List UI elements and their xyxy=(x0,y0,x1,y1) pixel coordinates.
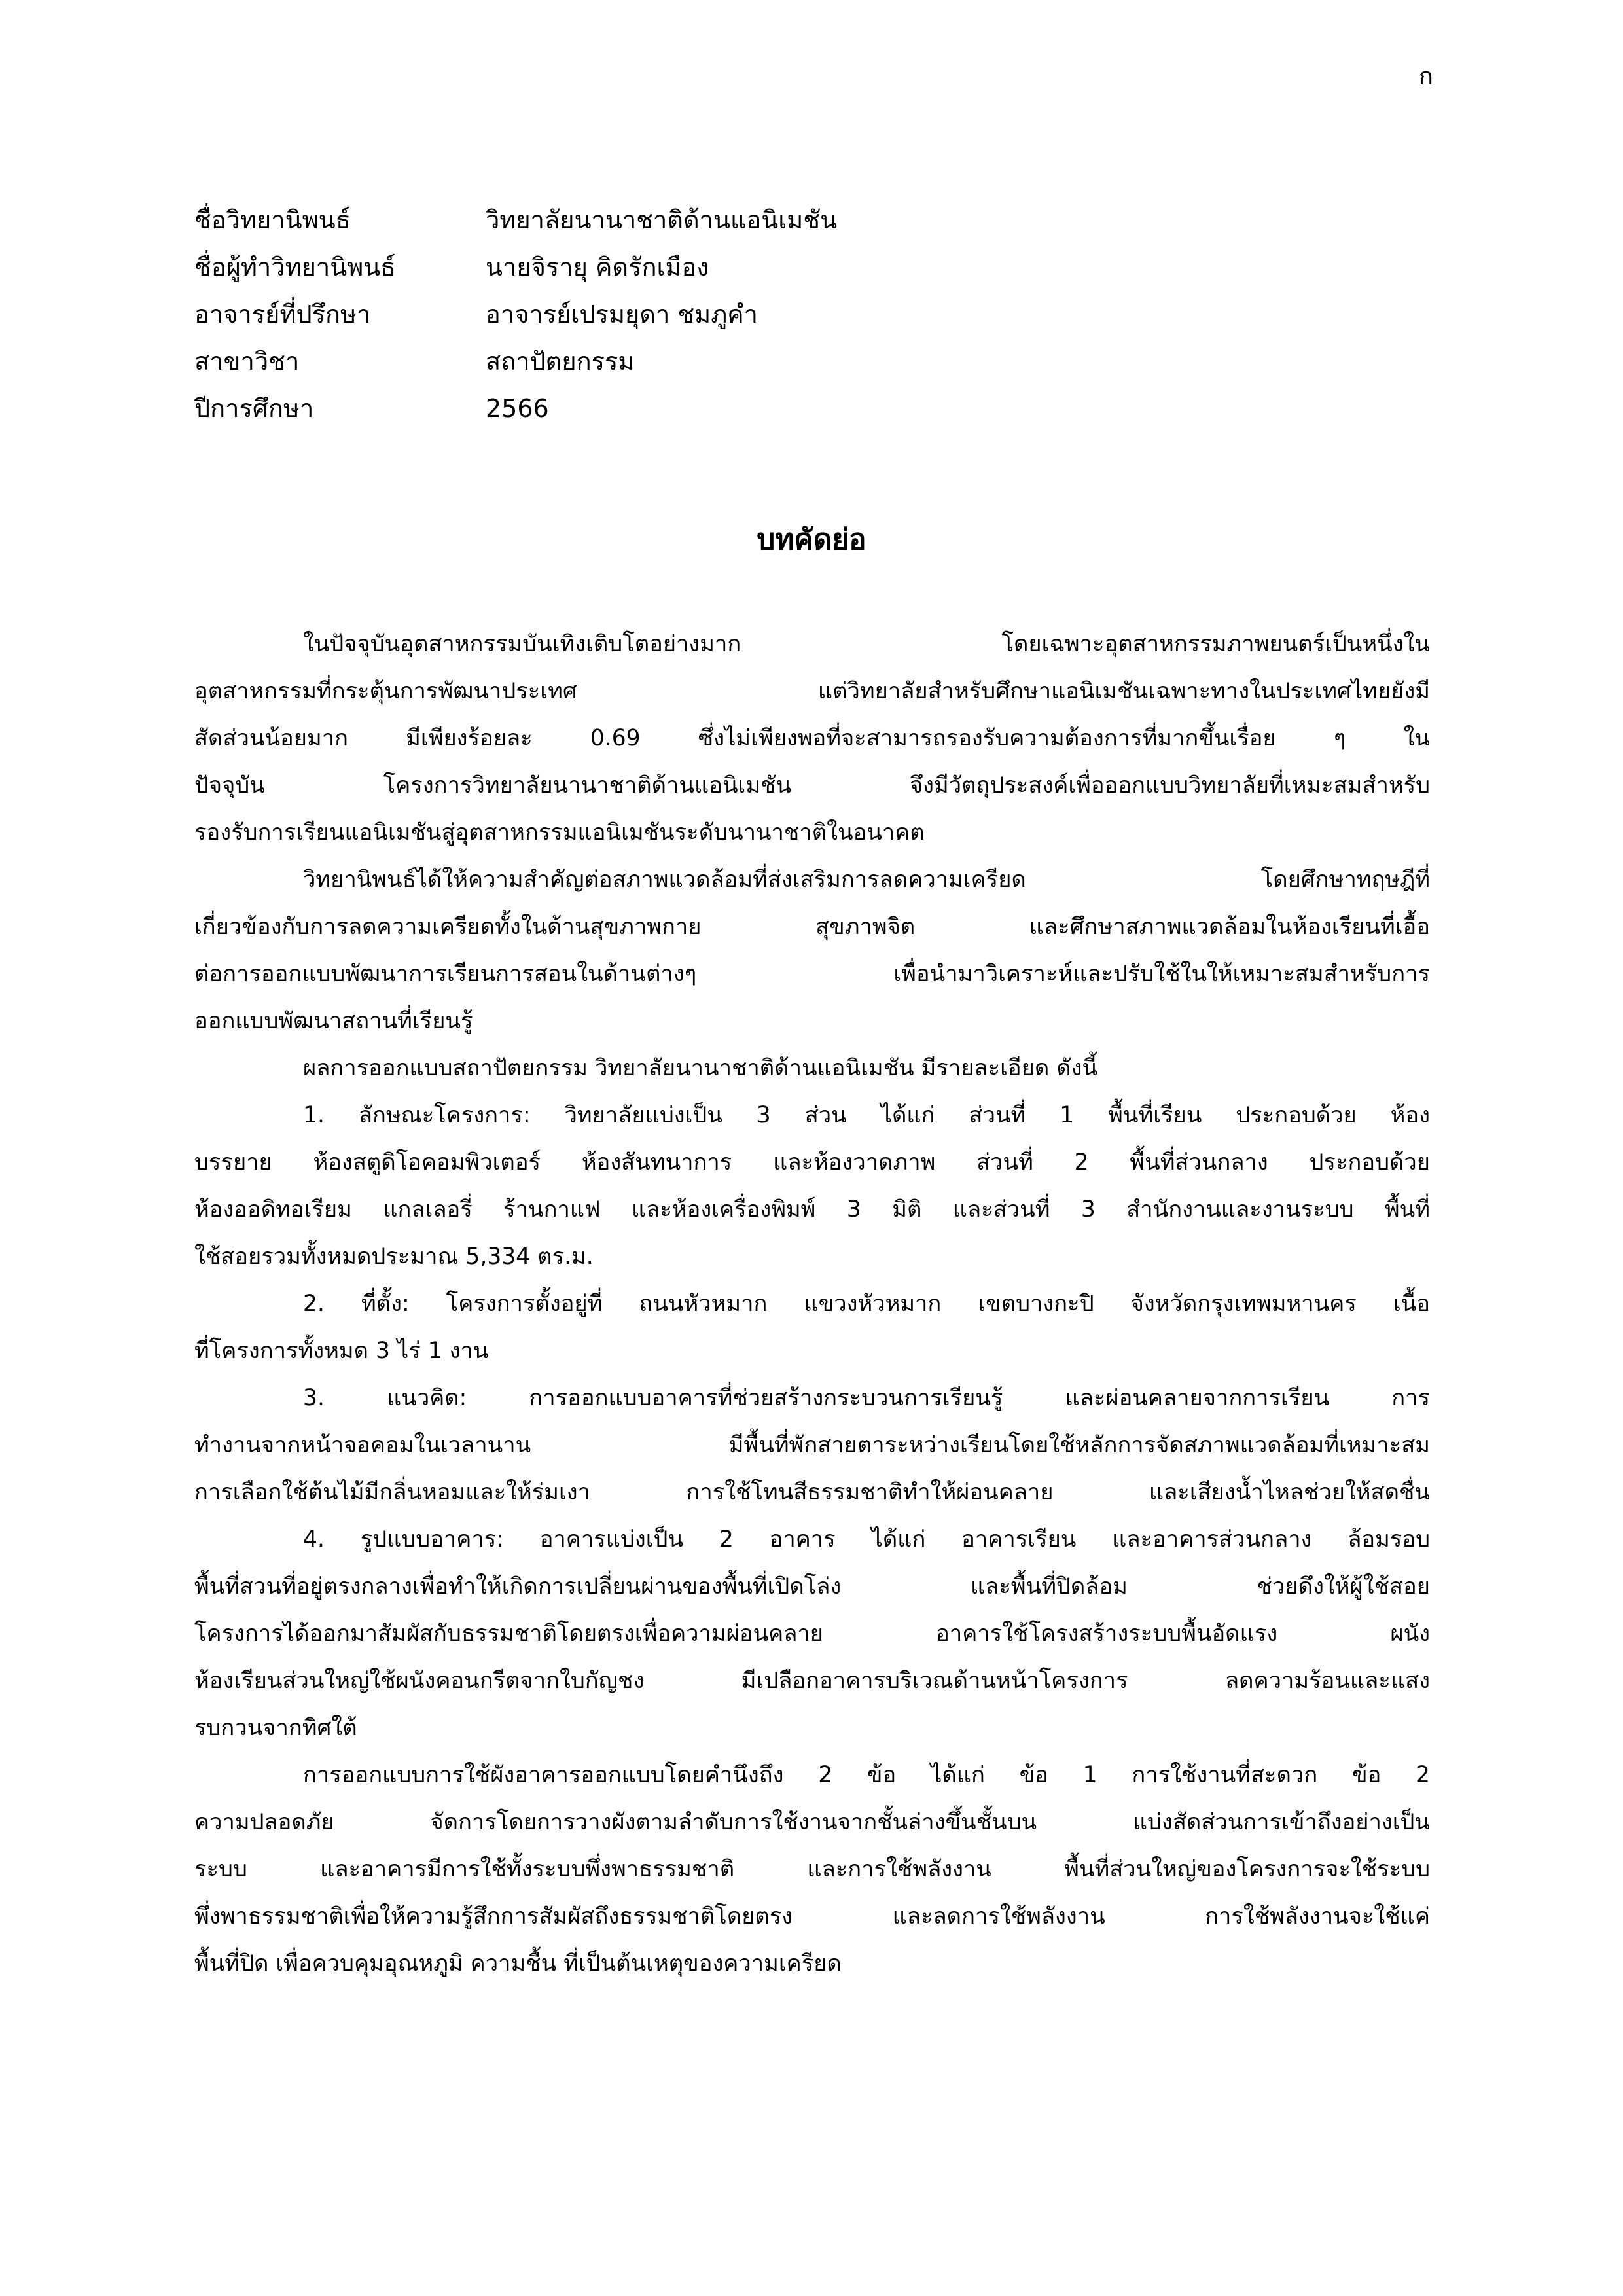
abstract-line: อุตสาหกรรมที่กระตุ้นการพัฒนาประเทศ แต่วิทยาลัยสำหรับศึกษาแอนิเมชันเฉพาะทางในประเทศไทยยังมี xyxy=(194,678,1430,704)
list-item-line: ใช้สอยรวมทั้งหมดประมาณ 5,334 ตร.ม. xyxy=(194,1244,594,1270)
list-item-line: โครงการได้ออกมาสัมผัสกับธรรมชาติโดยตรงเพื่อความผ่อนคลาย อาคารใช้โครงสร้างระบบพื้นอัดแรง ผนัง xyxy=(194,1621,1430,1647)
abstract-line: ออกแบบพัฒนาสถานที่เรียนรู้ xyxy=(194,1008,473,1034)
academic-year-label: ปีการศึกษา xyxy=(194,394,314,423)
advisor-value: อาจารย์เปรมยุดา ชมภูคำ xyxy=(486,300,758,329)
abstract-line: วิทยานิพนธ์ได้ให้ความสำคัญต่อสภาพแวดล้อมที่ส่งเสริมการลดความเครียด โดยศึกษาทฤษฎีที่ xyxy=(303,867,1430,893)
academic-year-value: 2566 xyxy=(486,394,549,423)
list-item-line: ห้องเรียนส่วนใหญ่ใช้ผนังคอนกรีตจากใบกัญชง มีเปลือกอาคารบริเวณด้านหน้าโครงการ ลดความร้อนและแสง xyxy=(194,1668,1430,1694)
thesis-title-value: วิทยาลัยนานาชาติด้านแอนิเมชัน xyxy=(486,206,838,234)
list-item-line: พื้นที่สวนที่อยู่ตรงกลางเพื่อทำให้เกิดการเปลี่ยนผ่านของพื้นที่เปิดโล่ง และพื้นที่ปิดล้อม ช่วยดึงให้ผู้ใช้สอย xyxy=(194,1573,1430,1600)
major-value: สถาปัตยกรรม xyxy=(486,347,635,376)
thesis-title-label: ชื่อวิทยานิพนธ์ xyxy=(194,206,351,234)
abstract-line: ในปัจจุบันอุตสาหกรรมบันเทิงเติบโตอย่างมาก โดยเฉพาะอุตสาหกรรมภาพยนตร์เป็นหนึ่งใน xyxy=(303,631,1430,657)
abstract-line: สัดส่วนน้อยมาก มีเพียงร้อยละ 0.69 ซึ่งไม่เพียงพอที่จะสามารถรองรับความต้องการที่มากขึ้นเรื่อย ๆ ใน xyxy=(194,725,1430,751)
major-row xyxy=(194,338,1372,385)
abstract-line: พื้นที่ปิด เพื่อควบคุมอุณหภูมิ ความชื้น ที่เป็นต้นเหตุของความเครียด xyxy=(194,1950,842,1977)
abstract-heading: บทคัดย่อ xyxy=(757,523,866,556)
abstract-line: เกี่ยวข้องกับการลดความเครียดทั้งในด้านสุขภาพกาย สุขภาพจิต และศึกษาสภาพแวดล้อมในห้องเรียนที่เอื้อ xyxy=(194,914,1430,940)
list-item-line: 1. ลักษณะโครงการ: วิทยาลัยแบ่งเป็น 3 ส่วน ได้แก่ ส่วนที่ 1 พื้นที่เรียน ประกอบด้วย ห้อง xyxy=(303,1102,1430,1128)
abstract-line: ปัจจุบัน โครงการวิทยาลัยนานาชาติด้านแอนิเมชัน จึงมีวัตถุประสงค์เพื่อออกแบบวิทยาลัยที่เหมะสมสำหรับ xyxy=(194,772,1430,798)
abstract-line: ต่อการออกแบบพัฒนาการเรียนการสอนในด้านต่างๆ เพื่อนำมาวิเคราะห์และปรับใช้ในให้เหมาะสมสำหรับการ xyxy=(194,961,1430,987)
author-value: นายจิรายุ คิดรักเมือง xyxy=(486,253,709,281)
author-row xyxy=(194,243,1372,291)
advisor-label: อาจารย์ที่ปรึกษา xyxy=(194,300,371,329)
author-label: ชื่อผู้ทำวิทยานิพนธ์ xyxy=(194,253,396,281)
list-item-line: ทำงานจากหน้าจอคอมในเวลานาน มีพื้นที่พักสายตาระหว่างเรียนโดยใช้หลักการจัดสภาพแวดล้อมที่เหมาะสม xyxy=(194,1432,1430,1458)
academic-year-row xyxy=(194,385,1372,432)
page-number: ก xyxy=(1418,62,1433,90)
major-label: สาขาวิชา xyxy=(194,347,300,376)
abstract-line: การออกแบบการใช้ผังอาคารออกแบบโดยคำนึงถึง 2 ข้อ ได้แก่ ข้อ 1 การใช้งานที่สะดวก ข้อ 2 xyxy=(303,1762,1430,1788)
abstract-line: ความปลอดภัย จัดการโดยการวางผังตามลำดับการใช้งานจากชั้นล่างขึ้นชั้นบน แบ่งสัดส่วนการเข้าถึงอย่างเป็น xyxy=(194,1809,1430,1835)
list-item-line: บรรยาย ห้องสตูดิโอคอมพิวเตอร์ ห้องสันทนาการ และห้องวาดภาพ ส่วนที่ 2 พื้นที่ส่วนกลาง ประกอบด้วย xyxy=(194,1149,1430,1175)
abstract-line: รองรับการเรียนแอนิเมชันสู่อุตสาหกรรมแอนิเมชันระดับนานาชาติในอนาคต xyxy=(194,819,925,846)
abstract-body xyxy=(194,620,1430,1987)
abstract-line: พึ่งพาธรรมชาติเพื่อให้ความรู้สึกการสัมผัสถึงธรรมชาติโดยตรง และลดการใช้พลังงาน การใช้พลังงานจะใช้แค่ xyxy=(194,1903,1430,1929)
list-item-line: รบกวนจากทิศใต้ xyxy=(194,1715,357,1741)
list-item-line: การเลือกใช้ต้นไม้มีกลิ่นหอมและให้ร่มเงา การใช้โทนสีธรรมชาติทำให้ผ่อนคลาย และเสียงน้ำไหลช่วยให้สดชื่น xyxy=(194,1479,1430,1505)
list-item-line: 2. ที่ตั้ง: โครงการตั้งอยู่ที่ ถนนหัวหมาก แขวงหัวหมาก เขตบางกะปิ จังหวัดกรุงเทพมหานคร เนื้อ xyxy=(303,1291,1430,1317)
thesis-title-row xyxy=(194,196,1372,243)
list-item-line: ที่โครงการทั้งหมด 3 ไร่ 1 งาน xyxy=(194,1338,489,1364)
abstract-line: ผลการออกแบบสถาปัตยกรรม วิทยาลัยนานาชาติด้านแอนิเมชัน มีรายละเอียด ดังนี้ xyxy=(303,1055,1098,1081)
list-item-line: ห้องออดิทอเรียม แกลเลอรี่ ร้านกาแฟ และห้องเครื่องพิมพ์ 3 มิติ และส่วนที่ 3 สำนักงานและงานระบบ พื้นที่ xyxy=(194,1196,1430,1223)
list-item-line: 4. รูปแบบอาคาร: อาคารแบ่งเป็น 2 อาคาร ได้แก่ อาคารเรียน และอาคารส่วนกลาง ล้อมรอบ xyxy=(303,1526,1430,1552)
abstract-line: ระบบ และอาคารมีการใช้ทั้งระบบพึ่งพาธรรมชาติ และการใช้พลังงาน พื้นที่ส่วนใหญ่ของโครงการจะใช้ระบบ xyxy=(194,1856,1430,1882)
advisor-row xyxy=(194,291,1372,338)
list-item-line: 3. แนวคิด: การออกแบบอาคารที่ช่วยสร้างกระบวนการเรียนรู้ และผ่อนคลายจากการเรียน การ xyxy=(303,1385,1430,1411)
thesis-info xyxy=(194,196,1372,432)
